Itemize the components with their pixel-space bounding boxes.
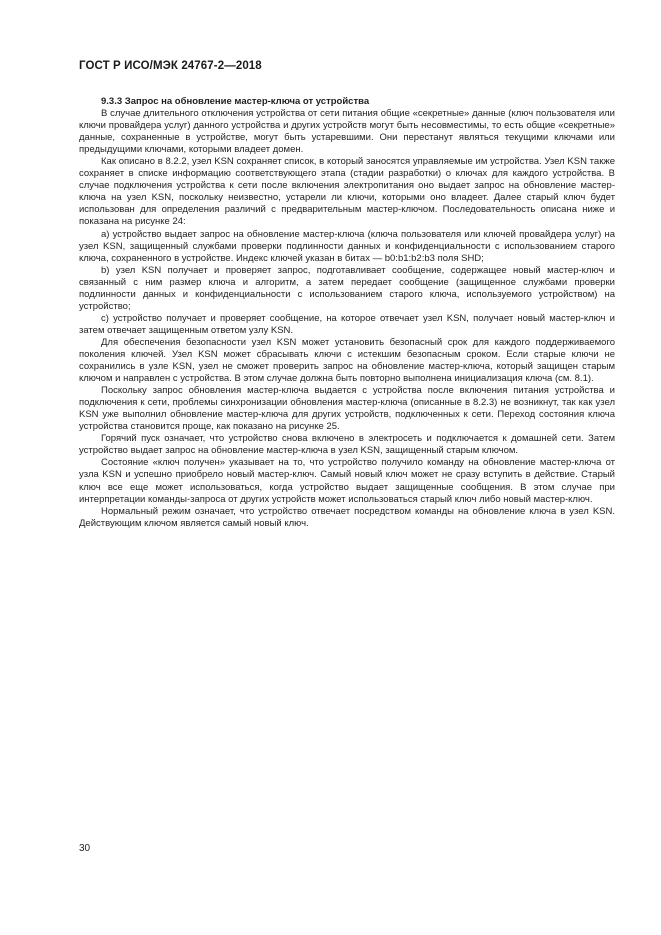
- document-header: ГОСТ Р ИСО/МЭК 24767-2—2018: [79, 60, 262, 72]
- paragraph-step-b: b) узел KSN получает и проверяет запрос, подготавливает сообщение, содержащее новый мастер-ключ и связанный с ним размер ключа и алгоритм, а затем передает сообщение (защищенное службами проверки подлинности данных и конфиденциальности с использованием старого ключа, используемого устройством) на устройство;: [79, 264, 615, 312]
- paragraph-hot-start: Горячий пуск означает, что устройство снова включено в электросеть и подключается к домашней сети. Затем устройство выдает запрос на обновление мастер-ключа в узел KSN, защищенный старым ключом.: [79, 433, 615, 457]
- paragraph-sync: Поскольку запрос обновления мастер-ключа выдается с устройства после включения питания устройства и подключения к сети, проблемы синхронизации обновления мастер-ключа (описанные в 8.2.3) не возникнут, так как узел KSN уже выполнил обновление мастер-ключа для других устройств, подключенных к сети. Переход состояния ключа устройства становится проще, как показано на рисунке 25.: [79, 385, 615, 433]
- paragraph-step-a: а) устройство выдает запрос на обновление мастер-ключа (ключа пользователя или ключей провайдера услуг) на узел KSN, защищенный службами проверки подлинности данных и конфиденциальности с использованием старого ключа, сохраненного в устройстве. Индекс ключей указан в битах — b0:b1:b2:b3 поля SHD;: [79, 228, 615, 264]
- paragraph-ksn-list: Как описано в 8.2.2, узел KSN сохраняет список, в который заносятся управляемые им устройства. Узел KSN также сохраняет в списке информацию соответствующего этапа (стадии разработки) о ключах для каждого устройства. В случае подключения устройства к сети после включения электропитания оно выдает запрос на обновление мастер-ключа на узел KSN, поскольку неизвестно, устарели ли ключи, которыми оно владеет. Далее старый ключ будет использован для определения различий с предварительным мастер-ключом. Последовательность описана ниже и показана на рисунке 24:: [79, 156, 615, 228]
- paragraph-normal-mode: Нормальный режим означает, что устройство отвечает посредством команды на обновление ключа в узел KSN. Действующим ключом является самый новый ключ.: [79, 505, 615, 529]
- paragraph-key-received: Состояние «ключ получен» указывает на то, что устройство получило команду на обновление мастер-ключа от узла KSN и успешно приобрело новый мастер-ключ. Самый новый ключ может не сразу вступить в действие. Старый ключ все еще может использоваться, когда устройство выдает защищенные сообщения. В этом случае при интерпретации команды-запроса от других устройств может использоваться старый ключ либо новый мастер-ключ.: [79, 457, 615, 505]
- paragraph-step-c: с) устройство получает и проверяет сообщение, на которое отвечает узел KSN, получает новый мастер-ключ и затем отвечает защищенным ответом узлу KSN.: [79, 312, 615, 336]
- paragraph-intro: В случае длительного отключения устройства от сети питания общие «секретные» данные (ключ пользователя или ключи провайдера услуг) данного устройства и других устройств могут быть несовместимы, то есть общие «секретные» данные, сохраненные в устройстве, могут быть устаревшими. Они перестанут являться текущими ключами или предыдущими ключами, которыми владеет домен.: [79, 108, 615, 156]
- page-number: 30: [79, 843, 91, 854]
- section-heading: 9.3.3 Запрос на обновление мастер-ключа от устройства: [101, 96, 370, 107]
- document-body: [79, 96, 615, 530]
- paragraph-security: Для обеспечения безопасности узел KSN может установить безопасный срок для каждого поддерживаемого поколения ключей. Узел KSN может сбрасывать ключи с истекшим безопасным сроком. Если старые ключи не сохранились в узле KSN, узел не сможет проверить запрос на обновление мастер-ключа, который защищен старым ключом и направлен с устройства. В этом случае должна быть повторно выполнена инициализация ключа (см. 8.1).: [79, 336, 615, 385]
